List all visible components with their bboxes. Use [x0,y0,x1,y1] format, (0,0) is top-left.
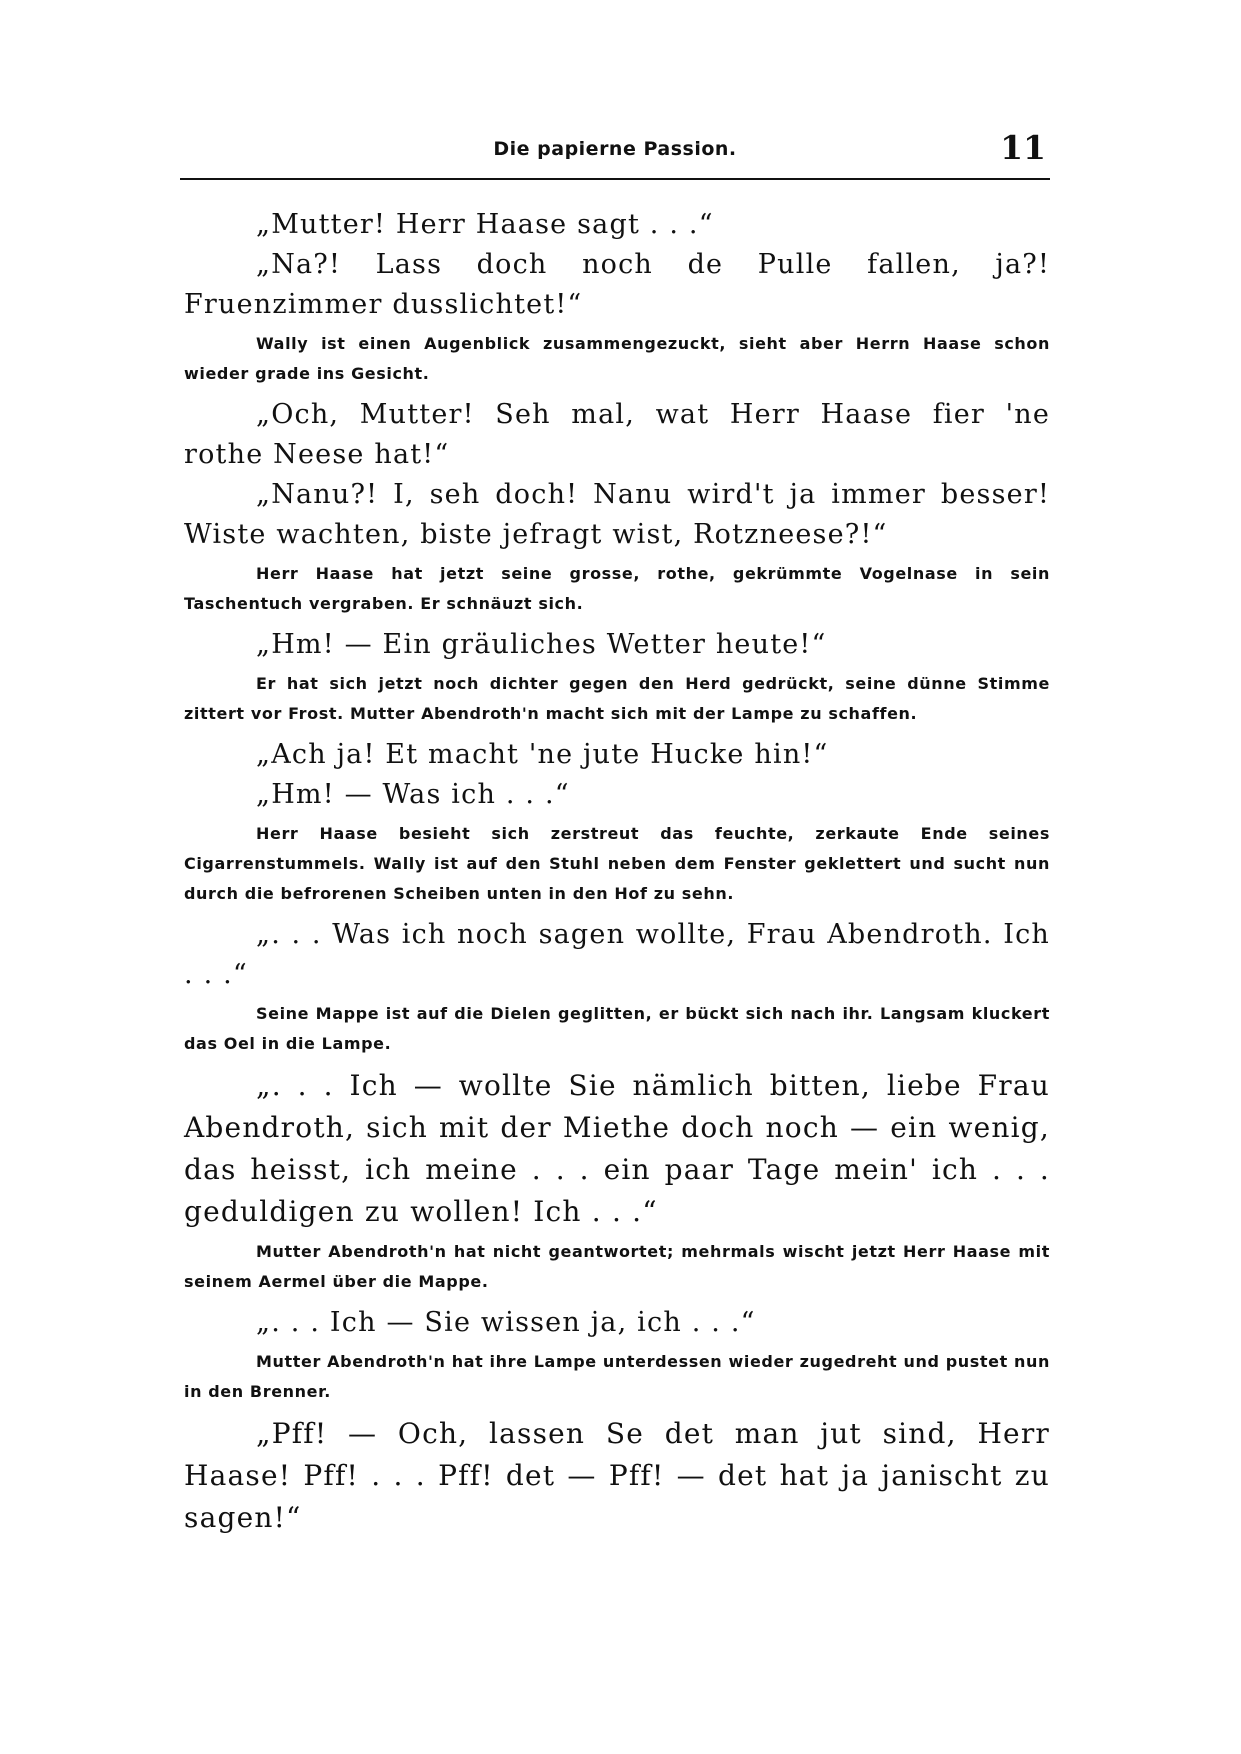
speech-paragraph: „. . . Ich — Sie wissen ja, ich . . .“ [256,1307,756,1338]
speech-paragraph: „Na?! Lass doch noch de Pulle fallen, ja?! Fruenzimmer dusslichtet!“ [184,249,1050,320]
speech-paragraph: „Hm! — Was ich . . .“ [256,779,570,810]
stage-direction: Herr Haase hat jetzt seine grosse, rothe, gekrümmte Vogelnase in sein Taschentuch vergraben. Er schnäuzt sich. [184,564,1050,613]
stage-direction: Seine Mappe ist auf die Dielen geglitten, er bückt sich nach ihr. Langsam kluckert das Oel in die Lampe. [184,1004,1050,1053]
stage-direction: Er hat sich jetzt noch dichter gegen den Herd gedrückt, seine dünne Stimme zittert vor Frost. Mutter Abendroth'n macht sich mit der Lampe zu schaffen. [184,674,1050,723]
speech-paragraph: „. . . Ich — wollte Sie nämlich bitten, liebe Frau Abendroth, sich mit der Miethe doch noch — ein wenig, das heisst, ich meine . . . ein paar Tage mein' ich . . . geduldigen zu wollen! Ich . . .“ [184,1069,1050,1228]
stage-direction: Mutter Abendroth'n hat nicht geantwortet; mehrmals wischt jetzt Herr Haase mit seinem Aermel über die Mappe. [184,1242,1050,1291]
stage-direction: Mutter Abendroth'n hat ihre Lampe unterdessen wieder zugedreht und pustet nun in den Brenner. [184,1352,1050,1401]
running-title: Die papierne Passion. [493,138,737,160]
stage-direction: Wally ist einen Augenblick zusammengezuckt, sieht aber Herrn Haase schon wieder grade ins Gesicht. [184,334,1050,383]
speech-paragraph: „Nanu?! I, seh doch! Nanu wird't ja immer besser! Wiste wachten, biste jefragt wist, Rotzneese?!“ [184,479,1050,550]
speech-paragraph: „Pff! — Och, lassen Se det man jut sind, Herr Haase! Pff! . . . Pff! det — Pff! — det hat ja janischt zu sagen!“ [184,1417,1050,1534]
speech-paragraph: „. . . Was ich noch sagen wollte, Frau Abendroth. Ich . . .“ [184,919,1050,990]
speech-paragraph: „Hm! — Ein gräuliches Wetter heute!“ [256,629,827,660]
speech-paragraph: „Ach ja! Et macht 'ne jute Hucke hin!“ [256,739,829,770]
stage-direction: Herr Haase besieht sich zerstreut das feuchte, zerkaute Ende seines Cigarrenstummels. Wally ist auf den Stuhl neben dem Fenster geklettert und sucht nun durch die befrorenen Scheiben unten in den Hof zu sehn. [184,824,1050,903]
page-body [184,205,1050,1539]
page-number: 11 [1000,128,1046,167]
speech-paragraph: „Och, Mutter! Seh mal, wat Herr Haase fier 'ne rothe Neese hat!“ [184,399,1050,470]
speech-paragraph: „Mutter! Herr Haase sagt . . .“ [256,209,714,240]
running-header [180,128,1050,180]
